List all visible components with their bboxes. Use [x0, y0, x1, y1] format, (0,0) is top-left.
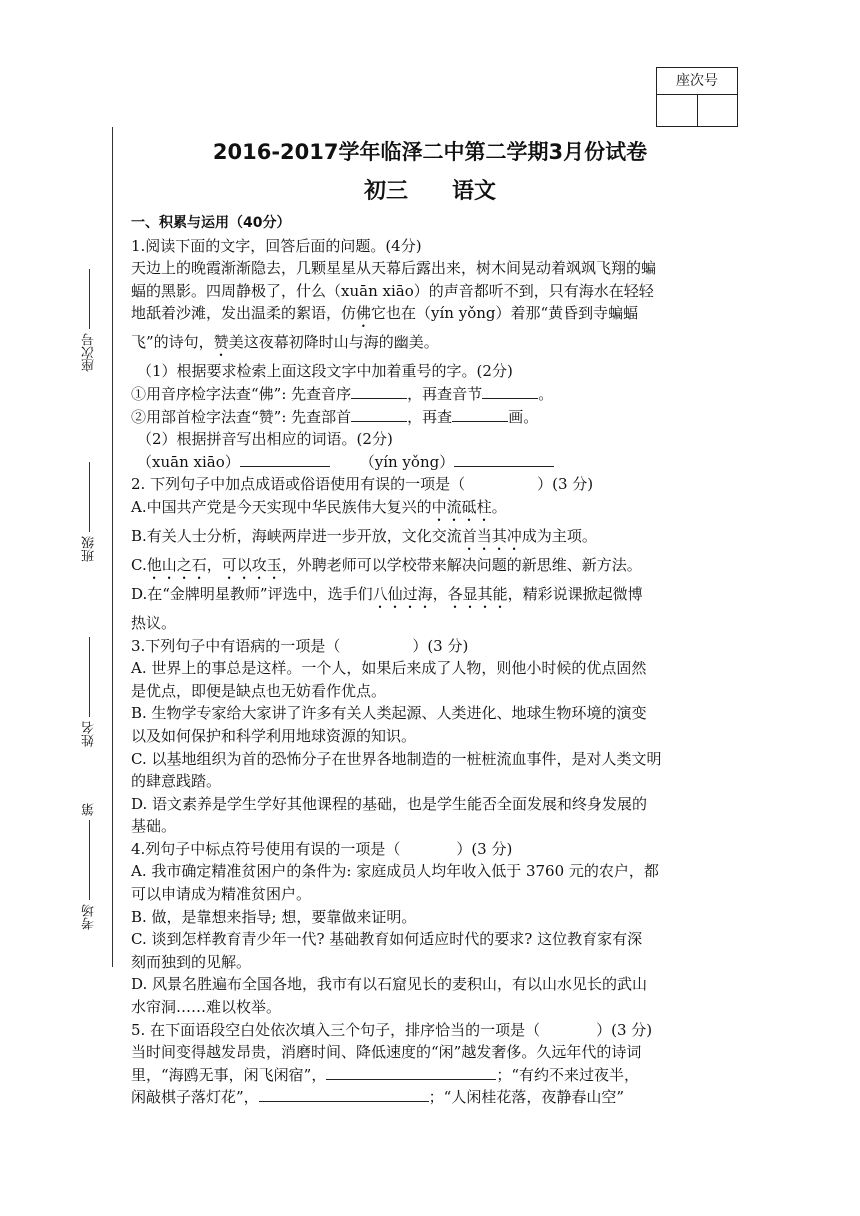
q3-option-c-cont: 的肆意践踏。 — [131, 772, 222, 791]
answer-blank[interactable] — [351, 383, 407, 399]
emphasis-char: 佛 — [356, 304, 372, 323]
q3-option-a: A. 世界上的事总是这样。一个人，如果后来成了人物，则他小时候的优点固然 — [131, 659, 647, 678]
side-room-line[interactable] — [89, 820, 91, 900]
q2-option-b: B.有关人士分析，海峡两岸进一步开放，文化交流首当其冲成为主项。 — [131, 526, 597, 545]
emphasis-char: 赞 — [213, 333, 229, 352]
q1-sub1b: ②用部首检字法查“赞”: 先查部首 ，再查 画。 — [131, 407, 539, 426]
q3-stem: 3.下列句子中有语病的一项是（ ）(3 分) — [131, 636, 469, 655]
seat-number-label: 座次号 — [657, 68, 737, 95]
q3-option-b-cont: 以及如何保护和科学利用地球资源的知识。 — [131, 726, 417, 745]
q4-option-a-cont: 可以申请成为精准贫困户。 — [131, 885, 312, 904]
exam-body — [131, 212, 737, 1109]
q1-stem: 1.阅读下面的文字，回答后面的问题。(4分) — [131, 236, 422, 255]
q1-sub2: （2）根据拼音写出相应的词语。(2分) — [137, 430, 393, 449]
side-seat-field — [80, 262, 99, 372]
side-seat-line[interactable] — [89, 269, 91, 329]
q3-option-c: C. 以基地组织为首的恐怖分子在世界各地制造的一桩桩流血事件，是对人类文明 — [131, 749, 662, 768]
answer-blank[interactable] — [259, 1086, 429, 1102]
answer-blank[interactable] — [351, 406, 407, 422]
answer-blank[interactable] — [454, 451, 554, 467]
seat-cell-2[interactable] — [698, 95, 738, 126]
side-seat-label: 座次号 — [82, 333, 97, 372]
q4-option-c-cont: 刻而独到的见解。 — [131, 952, 252, 971]
q5-passage-line: 里，“海鸥无事，闲飞闲宿”， ；“有约不来过夜半， — [131, 1065, 640, 1084]
q2-option-d-cont: 热议。 — [131, 613, 177, 632]
answer-blank[interactable] — [326, 1064, 496, 1080]
exam-title: 2016-2017学年临泽二中第二学期3月份试卷 — [212, 140, 648, 164]
q4-option-b: B. 做，是靠想来指导; 想，要靠做来证明。 — [131, 907, 417, 926]
q5-passage-line: 当时间变得越发昂贵，消磨时间、降低速度的“闲”越发奢侈。久远年代的诗词 — [131, 1043, 642, 1062]
answer-blank[interactable] — [482, 383, 538, 399]
side-room-prefix: 第 — [82, 803, 97, 816]
side-name-field — [80, 622, 99, 747]
q4-option-d: D. 风景名胜遍布全国各地，我市有以石窟见长的麦积山，有以山水见长的武山 — [131, 975, 648, 994]
q2-stem: 2. 下列句子中加点成语或俗语使用有误的一项是（ ）(3 分) — [131, 475, 594, 494]
side-class-label: 班级 — [82, 536, 97, 562]
q4-option-a: A. 我市确定精准贫困户的条件为: 家庭成员人均年收入低于 3760 元的农户，都 — [131, 862, 659, 881]
grade-label: 初三 — [363, 179, 408, 204]
section-heading: 一、积累与运用（40分） — [131, 215, 291, 231]
q1-sub1a: ①用音序检字法查“佛”: 先查音序 ，再查音节 。 — [131, 384, 554, 403]
q1-passage-line: 天边上的晚霞渐渐隐去，几颗星星从天幕后露出来，树木间晃动着飒飒飞翔的蝙 — [131, 259, 657, 278]
q4-option-d-cont: 水帘洞……难以枚举。 — [131, 998, 282, 1017]
q2-option-a: A.中国共产党是今天实现中华民族伟大复兴的中流砥柱。 — [131, 497, 507, 516]
q1-sub1: （1）根据要求检索上面这段文字中加着重号的字。(2分) — [137, 362, 513, 381]
side-name-line[interactable] — [89, 637, 91, 717]
q4-option-c: C. 谈到怎样教育青少年一代? 基础教育如何适应时代的要求? 这位教育家有深 — [131, 930, 643, 949]
side-room-label: 考场 — [82, 904, 97, 930]
answer-blank[interactable] — [452, 406, 508, 422]
q1-passage-line: 地舐着沙滩，发出温柔的絮语，仿佛它也在（yín yǒng）着那“黄昏到寺蝙蝠 — [131, 304, 639, 323]
q2-option-c: C.他山之石，可以攻玉，外聘老师可以学校带来解决问题的新思维、新方法。 — [131, 555, 642, 574]
q3-option-d-cont: 基础。 — [131, 817, 177, 836]
binding-line — [112, 127, 113, 967]
seat-number-box — [656, 67, 738, 127]
q5-passage-line: 闲敲棋子落灯花”， ；“人闲桂花落，夜静春山空” — [131, 1088, 625, 1107]
side-class-field — [80, 452, 99, 562]
q3-option-a-cont: 是优点，即便是缺点也无妨看作优点。 — [131, 681, 387, 700]
q1-pinyin-line: （xuān xiāo） （yín yǒng） — [131, 451, 737, 474]
side-class-line[interactable] — [89, 462, 91, 532]
q3-option-d: D. 语文素养是学生学好其他课程的基础，也是学生能否全面发展和终身发展的 — [131, 794, 648, 813]
answer-blank[interactable] — [240, 451, 330, 467]
seat-cell-1[interactable] — [657, 95, 698, 126]
subject-label: 语文 — [452, 179, 497, 204]
q2-option-d: D.在“金牌明星教师”评选中，选手们八仙过海，各显其能，精彩说课掀起微博 — [131, 584, 643, 603]
q1-passage-line: 飞”的诗句，赞美这夜幕初降时山与海的幽美。 — [131, 333, 439, 352]
q3-option-b: B. 生物学专家给大家讲了许多有关人类起源、人类进化、地球生物环境的演变 — [131, 704, 647, 723]
q4-stem: 4.列句子中标点符号使用有误的一项是（ ）(3 分) — [131, 839, 513, 858]
q5-stem: 5. 在下面语段空白处依次填入三个句子，排序恰当的一项是（ ）(3 分) — [131, 1020, 653, 1039]
exam-subtitle — [0, 174, 860, 205]
side-name-label: 姓名 — [82, 721, 97, 747]
q1-passage-line: 蝠的黑影。四周静极了，什么（xuān xiāo）的声音都听不到，只有海水在轻轻 — [131, 281, 654, 300]
side-room-field — [80, 770, 99, 930]
